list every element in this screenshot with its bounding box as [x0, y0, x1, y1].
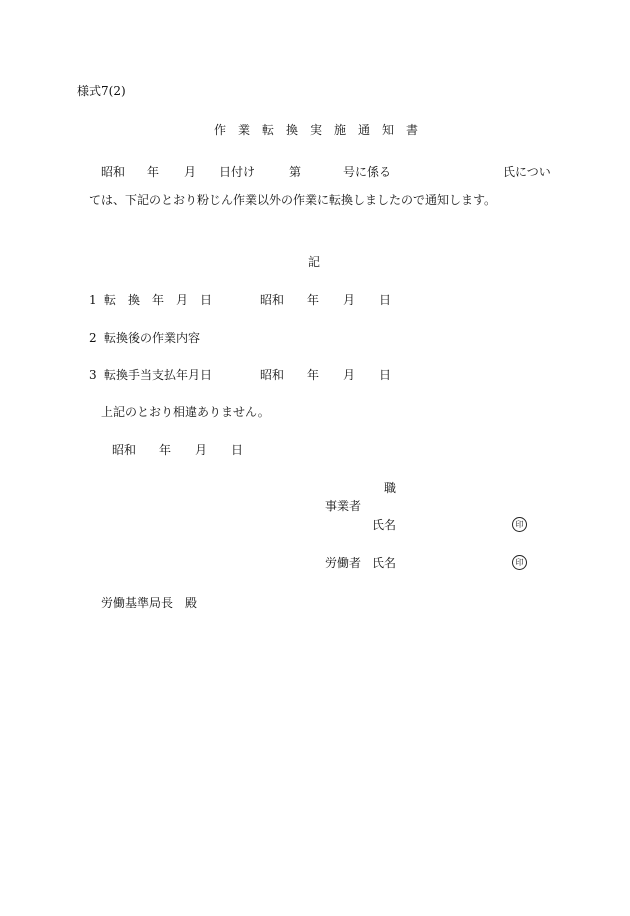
intro-dai: 第: [289, 165, 302, 179]
sign-date-month: 月: [195, 443, 208, 457]
employer-title-label: 職: [384, 481, 397, 495]
ki-heading: 記: [308, 255, 321, 269]
item3-number: 3: [89, 368, 97, 382]
item1-era: 昭和: [260, 293, 285, 307]
intro-gou: 号に係る: [343, 165, 392, 179]
confirmation-statement: 上記のとおり相違ありません。: [101, 405, 270, 419]
worker-seal-icon: 印: [512, 555, 527, 570]
intro-month: 月: [184, 165, 197, 179]
item2-label: 転換後の作業内容: [104, 331, 201, 345]
item3-day: 日: [379, 368, 392, 382]
employer-seal-icon: 印: [512, 517, 527, 532]
intro-year: 年: [147, 165, 160, 179]
sign-date-year: 年: [159, 443, 172, 457]
item3-year: 年: [307, 368, 320, 382]
intro-era: 昭和: [101, 165, 126, 179]
worker-name-label: 氏名: [372, 556, 397, 570]
sign-date-era: 昭和: [112, 443, 137, 457]
addressee: 労働基準局長 殿: [101, 596, 198, 610]
employer-label: 事業者: [325, 499, 362, 513]
worker-label: 労働者: [325, 556, 362, 570]
item1-day: 日: [379, 293, 392, 307]
item1-label: 転 換 年 月 日: [104, 293, 213, 307]
item3-label: 転換手当支払年月日: [104, 368, 213, 382]
sign-date-day: 日: [231, 443, 244, 457]
item1-year: 年: [307, 293, 320, 307]
document-title: 作 業 転 換 実 施 通 知 書: [214, 123, 419, 137]
intro-date-suffix: 日付け: [219, 165, 256, 179]
intro-shi: 氏につい: [503, 165, 551, 179]
employer-name-label: 氏名: [372, 518, 397, 532]
item1-month: 月: [343, 293, 356, 307]
item1-number: 1: [89, 293, 97, 307]
item2-number: 2: [89, 331, 97, 345]
intro-line-2: ては、下記のとおり粉じん作業以外の作業に転換しましたので通知します。: [89, 193, 497, 207]
item3-month: 月: [343, 368, 356, 382]
form-number: 様式7(2): [77, 84, 126, 98]
item3-era: 昭和: [260, 368, 285, 382]
